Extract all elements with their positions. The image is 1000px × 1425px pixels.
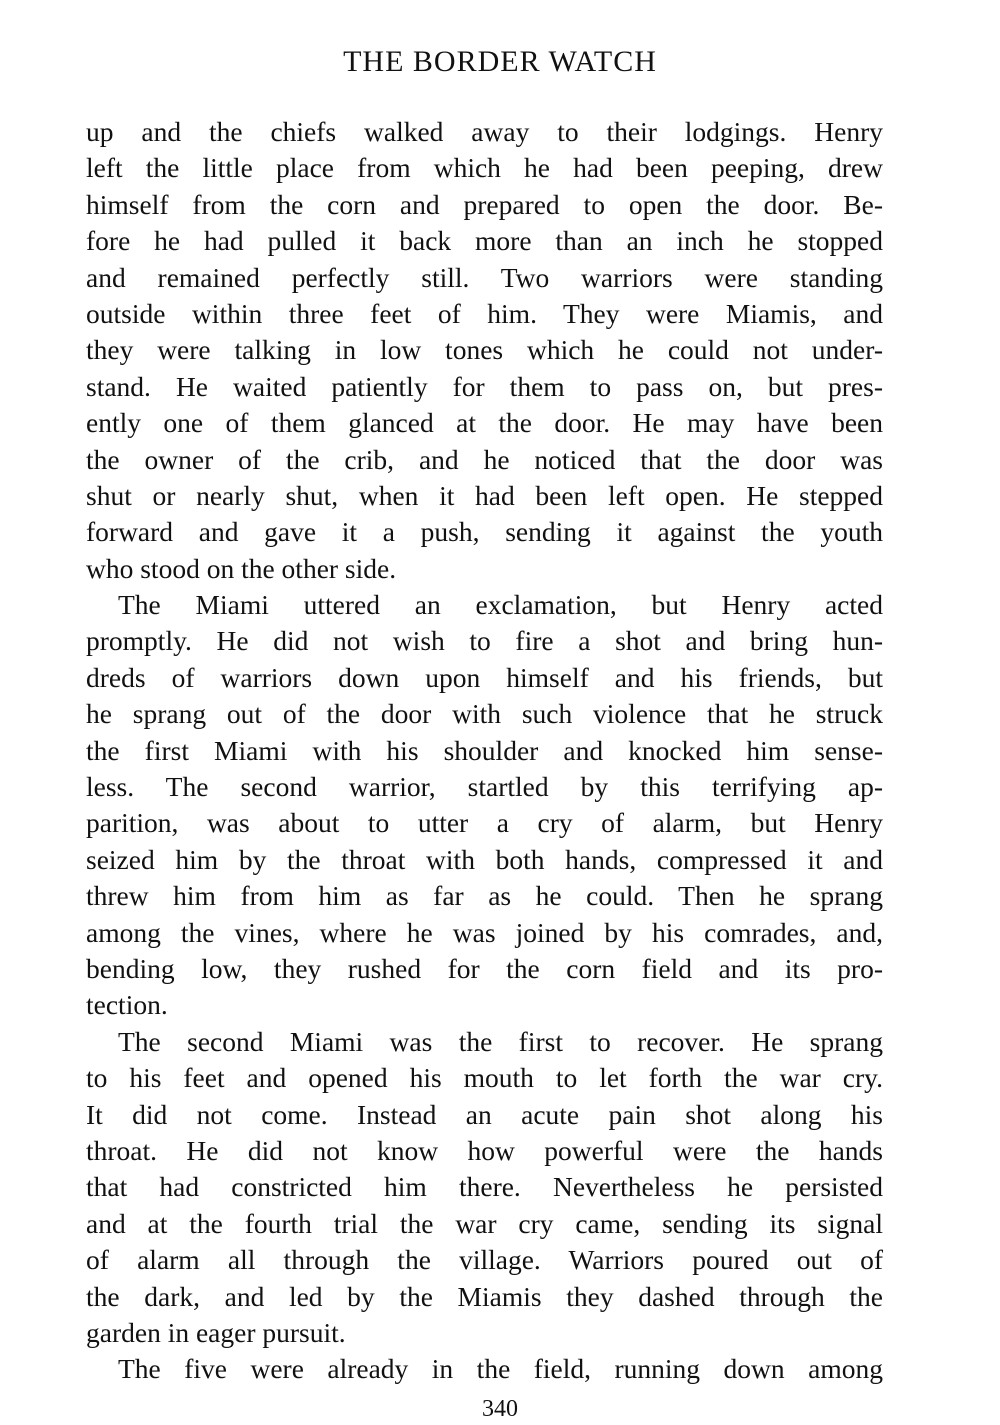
text-line: tection. bbox=[86, 989, 168, 1021]
text-line: fore he had pulled it back more than an inch he stopped bbox=[86, 225, 883, 257]
page-number: 340 bbox=[482, 1396, 518, 1422]
text-line: dreds of warriors down upon himself and his friends, but bbox=[86, 661, 883, 693]
text-line: less. The second warrior, startled by this terrifying ap- bbox=[86, 771, 883, 803]
text-line: they were talking in low tones which he could not under- bbox=[86, 334, 883, 366]
text-line: The Miami uttered an exclamation, but Henry acted bbox=[118, 589, 883, 621]
text-line: who stood on the other side. bbox=[86, 552, 397, 584]
text-line: himself from the corn and prepared to open the door. Be- bbox=[86, 188, 883, 220]
text-line: outside within three feet of him. They were Miamis, and bbox=[86, 297, 883, 329]
text-line: up and the chiefs walked away to their lodgings. Henry bbox=[86, 116, 883, 147]
text-line: to his feet and opened his mouth to let forth the war cry. bbox=[86, 1062, 883, 1094]
text-line: stand. He waited patiently for them to pass on, but pres- bbox=[86, 370, 883, 402]
text-line: the owner of the crib, and he noticed that the door was bbox=[86, 443, 883, 475]
text-line: shut or nearly shut, when it had been left open. He stepped bbox=[86, 479, 883, 511]
text-line: the first Miami with his shoulder and knocked him sense- bbox=[86, 734, 883, 766]
text-line: The five were already in the field, running down among bbox=[118, 1353, 883, 1385]
text-line: parition, was about to utter a cry of alarm, but Henry bbox=[86, 807, 883, 839]
running-head: THE BORDER WATCH bbox=[343, 45, 657, 78]
text-line: bending low, they rushed for the corn field and its pro- bbox=[86, 952, 883, 984]
text-line: the dark, and led by the Miamis they dashed through the bbox=[86, 1280, 883, 1312]
text-line: left the little place from which he had been peeping, drew bbox=[86, 152, 883, 184]
paragraph bbox=[86, 114, 883, 587]
text-line: promptly. He did not wish to fire a shot and bring hun- bbox=[86, 625, 883, 657]
text-line: garden in eager pursuit. bbox=[86, 1316, 346, 1348]
text-line: and remained perfectly still. Two warriors were standing bbox=[86, 261, 883, 293]
paragraph bbox=[86, 587, 883, 1024]
text-line: and at the fourth trial the war cry came, sending its signal bbox=[86, 1207, 883, 1239]
text-line: seized him by the throat with both hands, compressed it and bbox=[86, 843, 883, 875]
paragraph bbox=[86, 1024, 883, 1352]
text-line: that had constricted him there. Nevertheless he persisted bbox=[86, 1171, 883, 1203]
body-text bbox=[86, 114, 883, 1388]
text-line: throat. He did not know how powerful were the hands bbox=[86, 1134, 883, 1166]
text-line: among the vines, where he was joined by his comrades, and, bbox=[86, 916, 883, 948]
text-line: he sprang out of the door with such violence that he struck bbox=[86, 698, 883, 730]
text-line: threw him from him as far as he could. Then he sprang bbox=[86, 880, 883, 912]
paragraph bbox=[86, 1351, 883, 1387]
text-line: forward and gave it a push, sending it against the youth bbox=[86, 516, 883, 548]
text-line: It did not come. Instead an acute pain shot along his bbox=[86, 1098, 883, 1130]
text-line: of alarm all through the village. Warriors poured out of bbox=[86, 1244, 883, 1276]
text-line: ently one of them glanced at the door. He may have been bbox=[86, 407, 883, 439]
text-line: The second Miami was the first to recover. He sprang bbox=[118, 1025, 883, 1057]
